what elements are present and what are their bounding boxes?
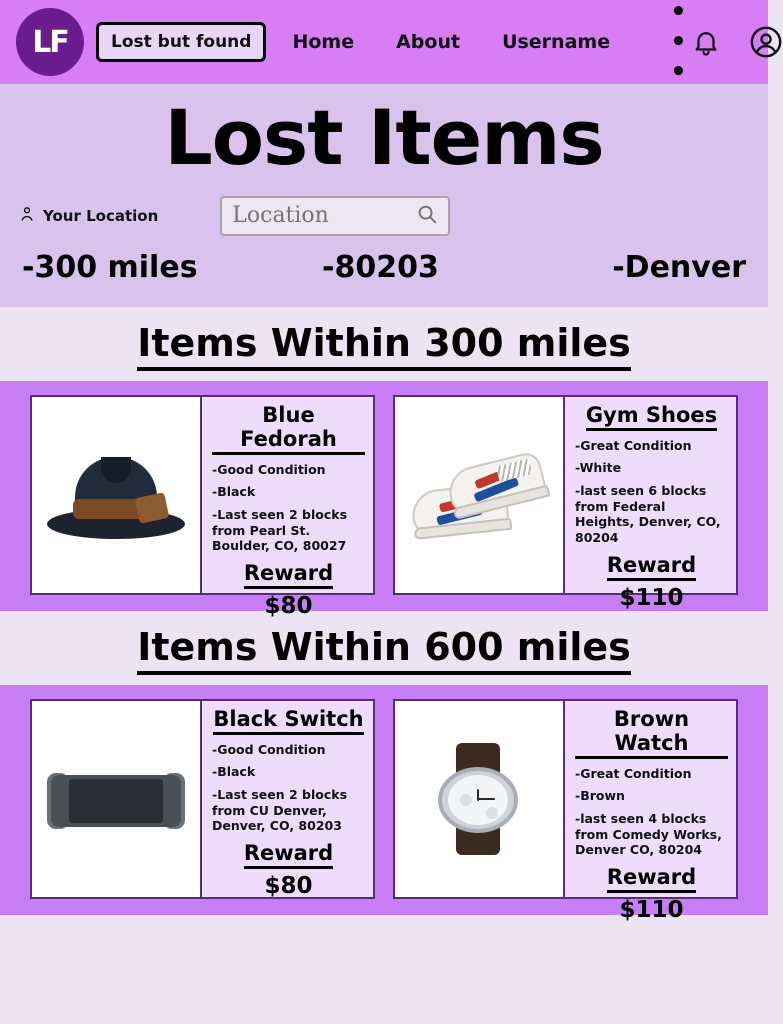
watch-art	[404, 739, 554, 859]
your-location-label: Your Location	[43, 206, 159, 225]
item-color: -Black	[212, 764, 256, 780]
item-last-seen: -Last seen 2 blocks from Pearl St. Boulder, CO, 80027	[212, 507, 348, 554]
item-card[interactable]	[30, 395, 375, 619]
section-header-1	[0, 307, 768, 381]
cards-row-2	[0, 699, 768, 923]
item-card[interactable]	[393, 699, 738, 923]
item-image-shoes	[395, 397, 565, 593]
item-last-seen: -last seen 6 blocks from Federal Heights, Denver, CO, 80204	[575, 483, 721, 545]
item-condition: -Great Condition	[575, 765, 692, 781]
section-title-600: Items Within 600 miles	[137, 625, 631, 675]
nav-links	[292, 0, 688, 87]
reward-amount: $80	[264, 592, 313, 619]
hero-section	[0, 84, 768, 307]
reward-label: Reward	[607, 553, 696, 581]
item-image-fedora	[32, 397, 202, 593]
item-details	[202, 397, 373, 619]
item-reward	[575, 865, 728, 923]
item-last-seen: -Last seen 2 blocks from CU Denver, Denver, CO, 80203	[212, 787, 348, 834]
item-title: Blue Fedorah	[212, 403, 365, 455]
item-last-seen: -last seen 4 blocks from Comedy Works, Denver CO, 80204	[575, 811, 722, 858]
item-title: Brown Watch	[575, 707, 728, 759]
nav-item-about[interactable]: About	[396, 31, 461, 53]
cards-band-2	[0, 685, 768, 923]
shoes-art	[404, 435, 554, 555]
item-details	[565, 397, 736, 611]
item-details	[202, 701, 373, 897]
reward-amount: $110	[619, 896, 684, 923]
item-color: -Brown	[575, 788, 625, 804]
item-details	[565, 701, 736, 923]
item-color: -White	[575, 460, 622, 476]
location-search[interactable]	[220, 196, 450, 236]
your-location	[18, 203, 158, 229]
search-input[interactable]	[232, 203, 416, 228]
logo-text: LF	[32, 24, 68, 60]
navbar	[0, 0, 768, 87]
item-reward	[212, 561, 365, 619]
section-title-300: Items Within 300 miles	[137, 321, 631, 371]
item-card[interactable]	[393, 395, 738, 611]
reward-amount: $110	[619, 584, 684, 611]
item-card[interactable]	[30, 699, 375, 899]
page-title: Lost Items	[164, 93, 604, 182]
item-condition: -Great Condition	[575, 437, 692, 453]
search-icon[interactable]	[416, 203, 438, 229]
switch-art	[41, 739, 191, 859]
location-distance: -300 miles	[22, 249, 198, 285]
location-zip: -80203	[322, 249, 439, 285]
item-image-switch	[32, 701, 202, 897]
cards-band-1	[0, 381, 768, 619]
nav-item-username[interactable]: Username	[502, 31, 611, 53]
item-title: Gym Shoes	[586, 403, 717, 431]
reward-label: Reward	[244, 561, 333, 589]
item-reward	[212, 841, 365, 899]
logo[interactable]	[16, 8, 84, 76]
nav-item-home[interactable]: Home	[292, 31, 355, 53]
location-values	[0, 250, 768, 295]
section-header-2	[0, 611, 768, 685]
account-icon[interactable]	[749, 25, 783, 59]
item-image-watch	[395, 701, 565, 897]
item-color: -Black	[212, 484, 256, 500]
location-row	[0, 178, 768, 236]
location-city: -Denver	[612, 249, 746, 285]
nav-overflow-icon[interactable]: • • •	[670, 0, 689, 87]
item-condition: -Good Condition	[212, 461, 326, 477]
reward-label: Reward	[244, 841, 333, 869]
reward-amount: $80	[264, 872, 313, 899]
fedora-art	[41, 435, 191, 555]
bell-icon[interactable]	[689, 25, 723, 59]
item-title: Black Switch	[213, 707, 363, 735]
item-reward	[575, 553, 728, 611]
brand-name[interactable]: Lost but found	[96, 22, 266, 62]
cards-row-1	[0, 395, 768, 619]
reward-label: Reward	[607, 865, 696, 893]
nav-icon-group	[689, 25, 783, 59]
item-condition: -Good Condition	[212, 741, 326, 757]
location-pin-icon	[18, 203, 36, 229]
